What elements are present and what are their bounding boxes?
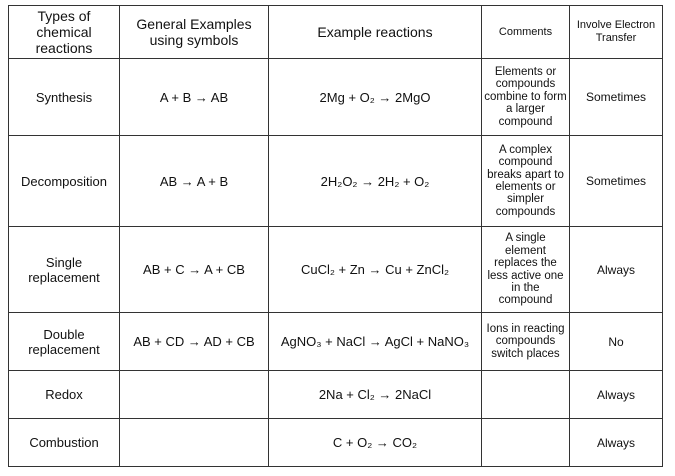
electron-transfer: No	[570, 313, 663, 371]
table-row	[9, 371, 663, 419]
example-reaction: C + O₂ → CO₂	[269, 419, 482, 467]
reaction-type: Double replacement	[9, 313, 120, 371]
general-example: AB → A + B	[120, 136, 269, 227]
electron-transfer: Always	[570, 419, 663, 467]
table-row	[9, 227, 663, 313]
general-example	[120, 371, 269, 419]
electron-transfer: Sometimes	[570, 136, 663, 227]
reaction-type: Combustion	[9, 419, 120, 467]
header-example-reactions: Example reactions	[269, 6, 482, 59]
comment: Elements or compounds combine to form a larger compound	[482, 59, 570, 136]
electron-transfer: Always	[570, 227, 663, 313]
table-row	[9, 136, 663, 227]
comment: A complex compound breaks apart to elements or simpler compounds	[482, 136, 570, 227]
reaction-type: Synthesis	[9, 59, 120, 136]
reaction-type: Decomposition	[9, 136, 120, 227]
example-reaction: 2Na + Cl₂ → 2NaCl	[269, 371, 482, 419]
header-row	[9, 6, 663, 59]
table-row	[9, 419, 663, 467]
example-reaction: CuCl₂ + Zn → Cu + ZnCl₂	[269, 227, 482, 313]
header-electron-transfer: Involve Electron Transfer	[570, 6, 663, 59]
reaction-types-table	[8, 5, 663, 467]
comment	[482, 419, 570, 467]
general-example: AB + CD → AD + CB	[120, 313, 269, 371]
electron-transfer: Sometimes	[570, 59, 663, 136]
general-example: A + B → AB	[120, 59, 269, 136]
header-comments: Comments	[482, 6, 570, 59]
comment: A single element replaces the less active one in the compound	[482, 227, 570, 313]
example-reaction: 2H₂O₂ → 2H₂ + O₂	[269, 136, 482, 227]
table-row	[9, 59, 663, 136]
comment	[482, 371, 570, 419]
reaction-type: Single replacement	[9, 227, 120, 313]
general-example: AB + C → A + CB	[120, 227, 269, 313]
reaction-type: Redox	[9, 371, 120, 419]
table-row	[9, 313, 663, 371]
example-reaction: 2Mg + O₂ → 2MgO	[269, 59, 482, 136]
header-type: Types of chemical reactions	[9, 6, 120, 59]
electron-transfer: Always	[570, 371, 663, 419]
general-example	[120, 419, 269, 467]
comment: Ions in reacting compounds switch places	[482, 313, 570, 371]
example-reaction: AgNO₃ + NaCl → AgCl + NaNO₃	[269, 313, 482, 371]
header-general-examples: General Examples using symbols	[120, 6, 269, 59]
